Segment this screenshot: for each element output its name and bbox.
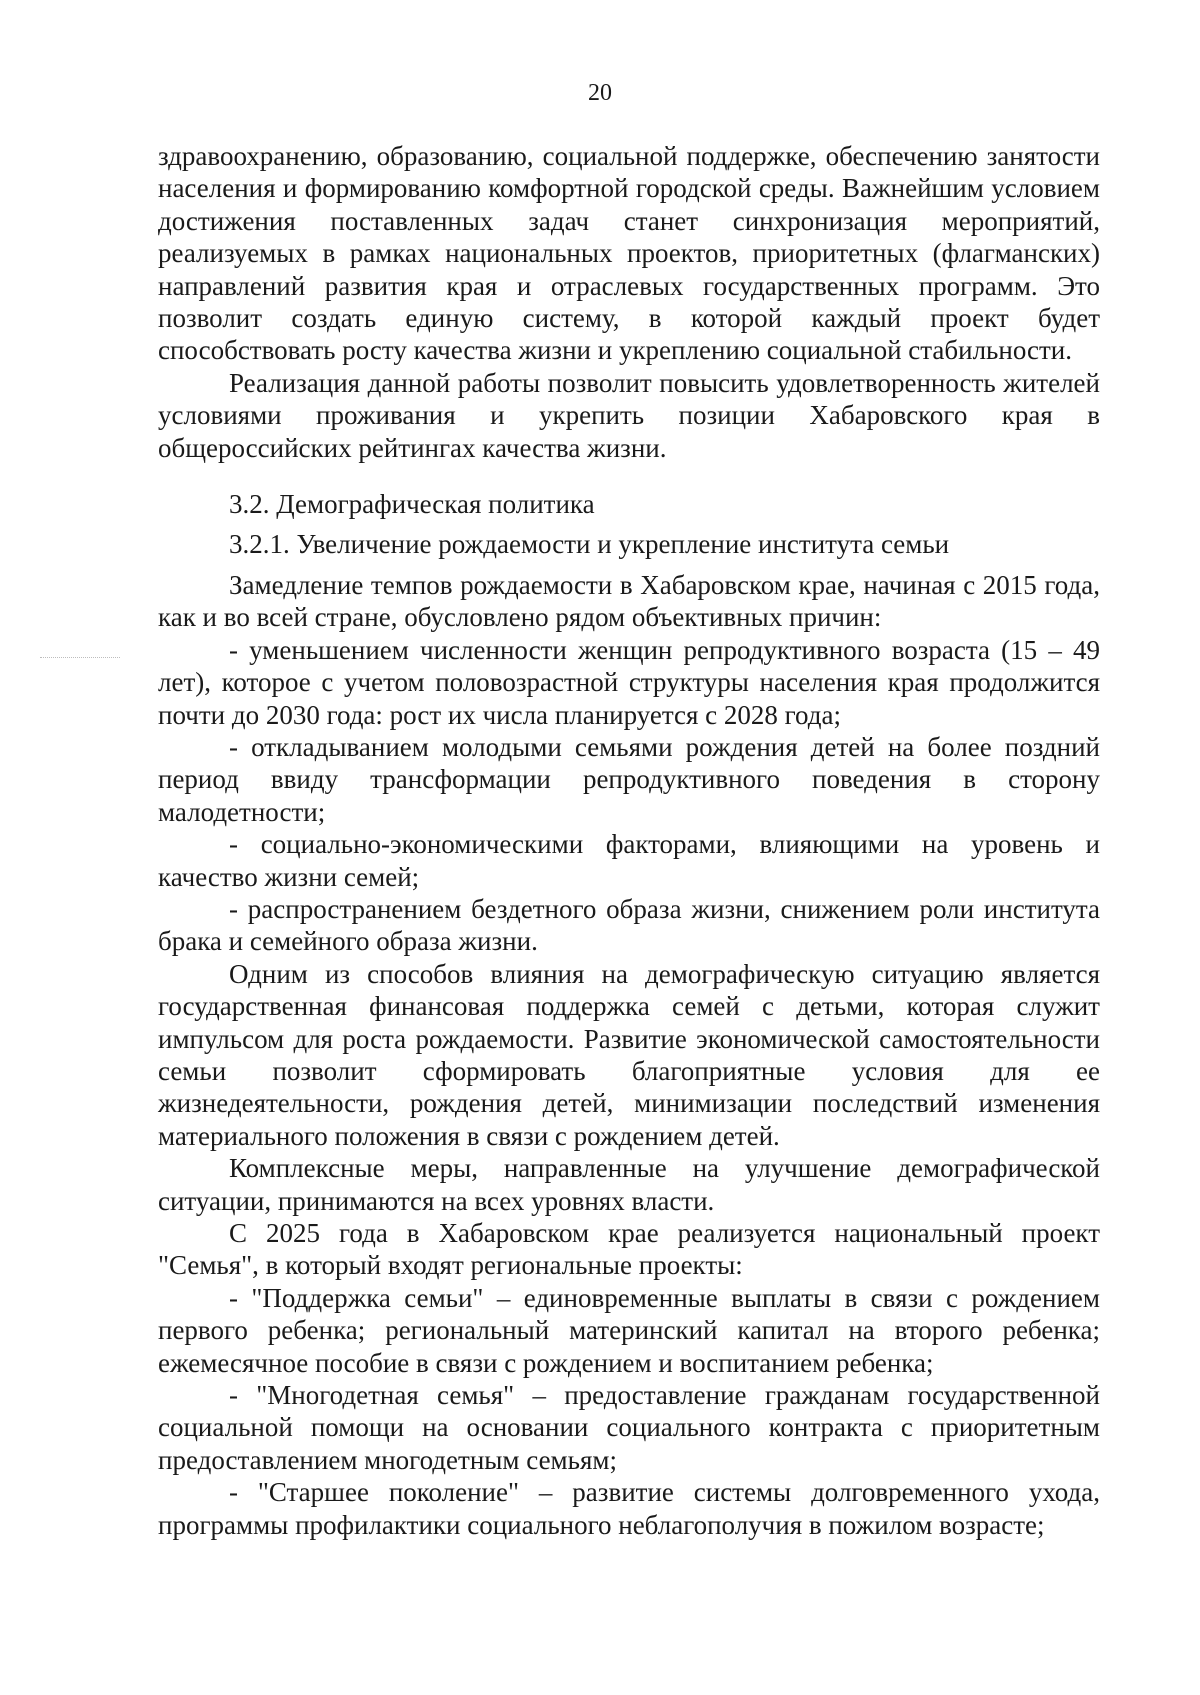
list-item-reason-women: - уменьшением численности женщин репродуктивного возраста (15 – 49 лет), которое с учетом половозрастной структуры населения края продолжится почти до 2030 года: рост их числа планируется с 2028 года; (158, 634, 1100, 730)
section-heading: 3.2. Демографическая политика (229, 489, 595, 520)
subsection-heading: 3.2.1. Увеличение рождаемости и укрепление института семьи (229, 529, 950, 560)
document-body (158, 140, 1100, 1541)
paragraph-birthrate-intro: Замедление темпов рождаемости в Хабаровском крае, начиная с 2015 года, как и во всей стране, обусловлено рядом объективных причин: (158, 569, 1100, 633)
list-item-project-family-support: - "Поддержка семьи" – единовременные выплаты в связи с рождением первого ребенка; региональный материнский капитал на второго ребенка; ежемесячное пособие в связи с рождением и воспитанием ребенка; (158, 1282, 1100, 1378)
list-item-project-older-generation: - "Старшее поколение" – развитие системы долговременного ухода, программы профилактики социального неблагополучия в пожилом возрасте; (158, 1477, 1100, 1540)
paragraph-national-project: С 2025 года в Хабаровском крае реализуется национальный проект "Семья", в который входят региональные проекты: (158, 1218, 1100, 1281)
paragraph-financial-support: Одним из способов влияния на демографическую ситуацию является государственная финансовая поддержка семей с детьми, которая служит импульсом для роста рождаемости. Развитие экономической самостоятельности семьи позволит сформировать благоприятные условия для ее жизнедеятельности, рождения детей, минимизации последствий изменения материального положения в связи с рождением детей. (158, 958, 1100, 1151)
scan-artifact-line (40, 657, 120, 658)
page-number: 20 (588, 80, 612, 106)
list-item-project-large-family: - "Многодетная семья" – предоставление гражданам государственной социальной помощи на основании социального контракта с приоритетным предоставлением многодетным семьям; (158, 1380, 1100, 1475)
list-item-reason-childless: - распространением бездетного образа жизни, снижением роли института брака и семейного образа жизни. (158, 893, 1100, 957)
list-item-reason-delay: - откладыванием молодыми семьями рождения детей на более поздний период ввиду трансформации репродуктивного поведения в сторону малодетности; (158, 731, 1100, 827)
paragraph-continuation: здравоохранению, образованию, социальной поддержке, обеспечению занятости населения и формированию комфортной городской среды. Важнейшим условием достижения поставленных задач станет синхронизация мероприятий, реализуемых в рамках национальных проектов, приоритетных (флагманских) направлений развития края и отраслевых государственных программ. Это позволит создать единую систему, в которой каждый проект будет способствовать росту качества жизни и укреплению социальной стабильности. (158, 141, 1100, 366)
list-item-reason-socioeconomic: - социально-экономическими факторами, влияющими на уровень и качество жизни семей; (158, 829, 1100, 892)
paragraph-summary: Реализация данной работы позволит повысить удовлетворенность жителей условиями проживания и укрепить позиции Хабаровского края в общероссийских рейтингах качества жизни. (158, 367, 1100, 463)
paragraph-complex-measures: Комплексные меры, направленные на улучшение демографической ситуации, принимаются на всех уровнях власти. (158, 1153, 1100, 1216)
